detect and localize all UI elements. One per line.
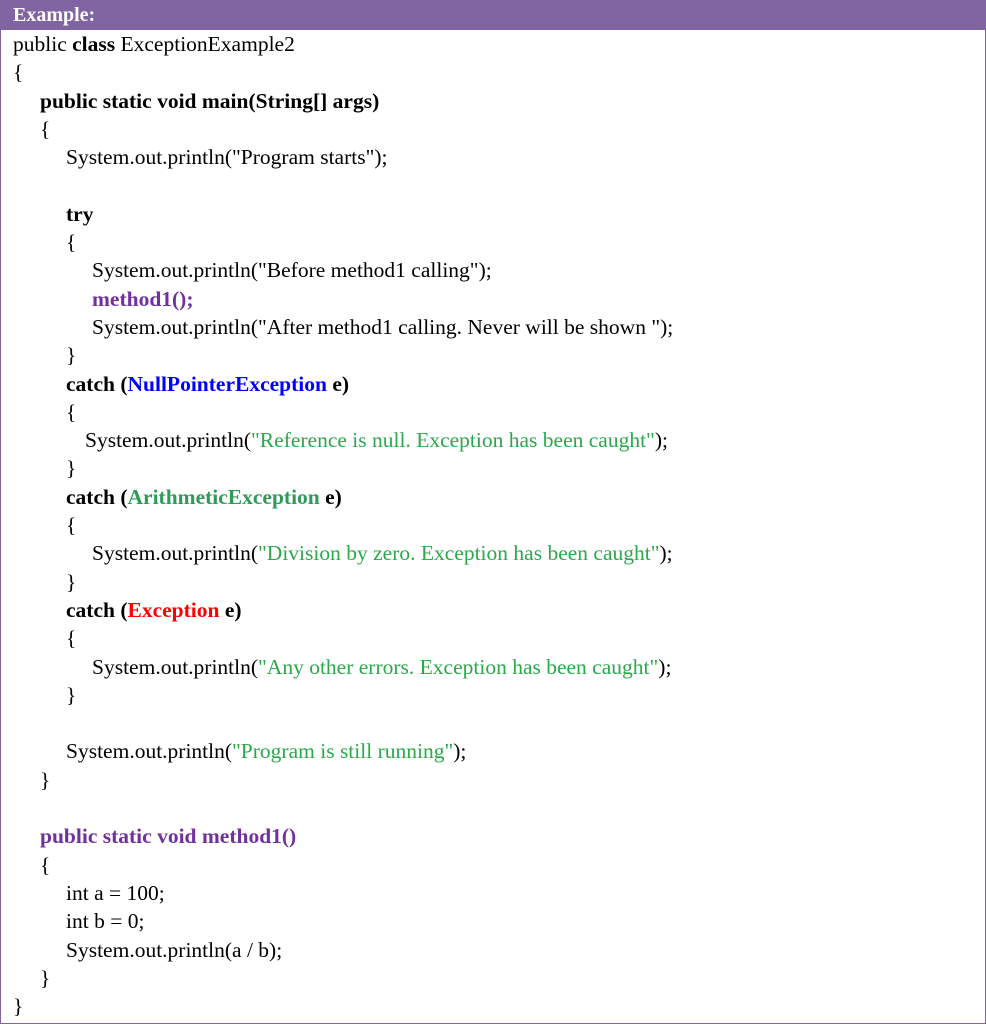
code-text: System.out.println( bbox=[66, 739, 233, 764]
code-line-4 bbox=[13, 115, 977, 143]
code-text: e) bbox=[326, 371, 350, 396]
code-line-20 bbox=[13, 568, 977, 596]
code-text: { bbox=[66, 626, 77, 651]
code-exception-type: Exception bbox=[127, 597, 220, 622]
code-text: ); bbox=[453, 739, 467, 764]
code-text: { bbox=[66, 399, 77, 424]
code-text: e) bbox=[219, 597, 242, 622]
code-line-24 bbox=[13, 681, 977, 709]
code-line-13 bbox=[13, 370, 977, 398]
code-text: } bbox=[66, 682, 77, 707]
code-keyword: class bbox=[72, 32, 116, 56]
code-text: } bbox=[66, 569, 77, 594]
code-keyword: try bbox=[66, 201, 94, 226]
code-line-32 bbox=[13, 907, 977, 935]
code-text: int b = 0; bbox=[66, 909, 145, 934]
code-line-3 bbox=[13, 87, 977, 115]
code-line-9 bbox=[13, 256, 977, 284]
code-line-21 bbox=[13, 596, 977, 624]
code-text: ); bbox=[659, 541, 673, 566]
code-line-blank bbox=[13, 709, 977, 737]
code-text: System.out.println(a / b); bbox=[66, 937, 283, 962]
code-keyword: catch ( bbox=[66, 484, 128, 509]
code-text: public bbox=[13, 32, 73, 56]
code-text: } bbox=[40, 965, 51, 990]
code-text: int a = 100; bbox=[66, 880, 165, 905]
code-line-10 bbox=[13, 285, 977, 313]
code-text: { bbox=[40, 852, 51, 877]
code-string: "Program is still running" bbox=[232, 739, 454, 764]
code-line-30 bbox=[13, 851, 977, 879]
code-line-31 bbox=[13, 879, 977, 907]
code-text: ); bbox=[658, 654, 672, 679]
code-line-18 bbox=[13, 511, 977, 539]
example-header: Example: bbox=[1, 1, 985, 30]
code-text: } bbox=[13, 994, 24, 1019]
code-line-29 bbox=[13, 822, 977, 850]
code-string: "Any other errors. Exception has been caught" bbox=[258, 654, 659, 679]
code-line-34 bbox=[13, 964, 977, 992]
code-line-26 bbox=[13, 737, 977, 765]
code-line-8 bbox=[13, 228, 977, 256]
code-text: } bbox=[66, 456, 77, 481]
code-line-19 bbox=[13, 539, 977, 567]
code-text: { bbox=[13, 60, 24, 85]
code-text: } bbox=[66, 343, 77, 368]
code-method-call: method1(); bbox=[92, 286, 194, 311]
code-text: { bbox=[40, 116, 51, 141]
code-line-14 bbox=[13, 398, 977, 426]
code-line-1 bbox=[13, 30, 977, 58]
code-string: "Reference is null. Exception has been caught" bbox=[251, 428, 655, 453]
code-line-11 bbox=[13, 313, 977, 341]
code-text: { bbox=[66, 230, 77, 255]
code-block bbox=[13, 30, 977, 1020]
code-method-signature: public static void method1() bbox=[40, 824, 297, 849]
code-keyword: public static void main(String[] args) bbox=[40, 88, 380, 113]
code-text: System.out.println( bbox=[92, 541, 259, 566]
code-keyword: catch ( bbox=[66, 371, 128, 396]
code-line-5 bbox=[13, 143, 977, 171]
code-text: } bbox=[40, 767, 51, 792]
code-text: System.out.println( bbox=[92, 654, 259, 679]
code-text: { bbox=[66, 513, 77, 538]
code-line-7 bbox=[13, 200, 977, 228]
code-text: System.out.println("After method1 calling. Never will be shown "); bbox=[92, 314, 674, 339]
code-exception-type: ArithmeticException bbox=[127, 484, 320, 509]
code-line-16 bbox=[13, 454, 977, 482]
code-text: System.out.println( bbox=[85, 428, 252, 453]
code-line-12 bbox=[13, 341, 977, 369]
code-text: ); bbox=[654, 428, 668, 453]
code-line-33 bbox=[13, 936, 977, 964]
code-line-blank bbox=[13, 171, 977, 199]
code-line-17 bbox=[13, 483, 977, 511]
code-text: System.out.println("Program starts"); bbox=[66, 145, 388, 170]
code-line-15 bbox=[13, 426, 977, 454]
code-line-27 bbox=[13, 766, 977, 794]
code-line-35 bbox=[13, 992, 977, 1020]
code-exception-type: NullPointerException bbox=[127, 371, 327, 396]
code-line-blank bbox=[13, 794, 977, 822]
code-text: ExceptionExample2 bbox=[115, 32, 295, 56]
code-line-23 bbox=[13, 653, 977, 681]
code-line-22 bbox=[13, 624, 977, 652]
code-keyword: catch ( bbox=[66, 597, 128, 622]
code-text: e) bbox=[319, 484, 342, 509]
code-string: "Division by zero. Exception has been caught" bbox=[258, 541, 660, 566]
code-line-2 bbox=[13, 58, 977, 86]
code-text: System.out.println("Before method1 calling"); bbox=[92, 258, 492, 283]
